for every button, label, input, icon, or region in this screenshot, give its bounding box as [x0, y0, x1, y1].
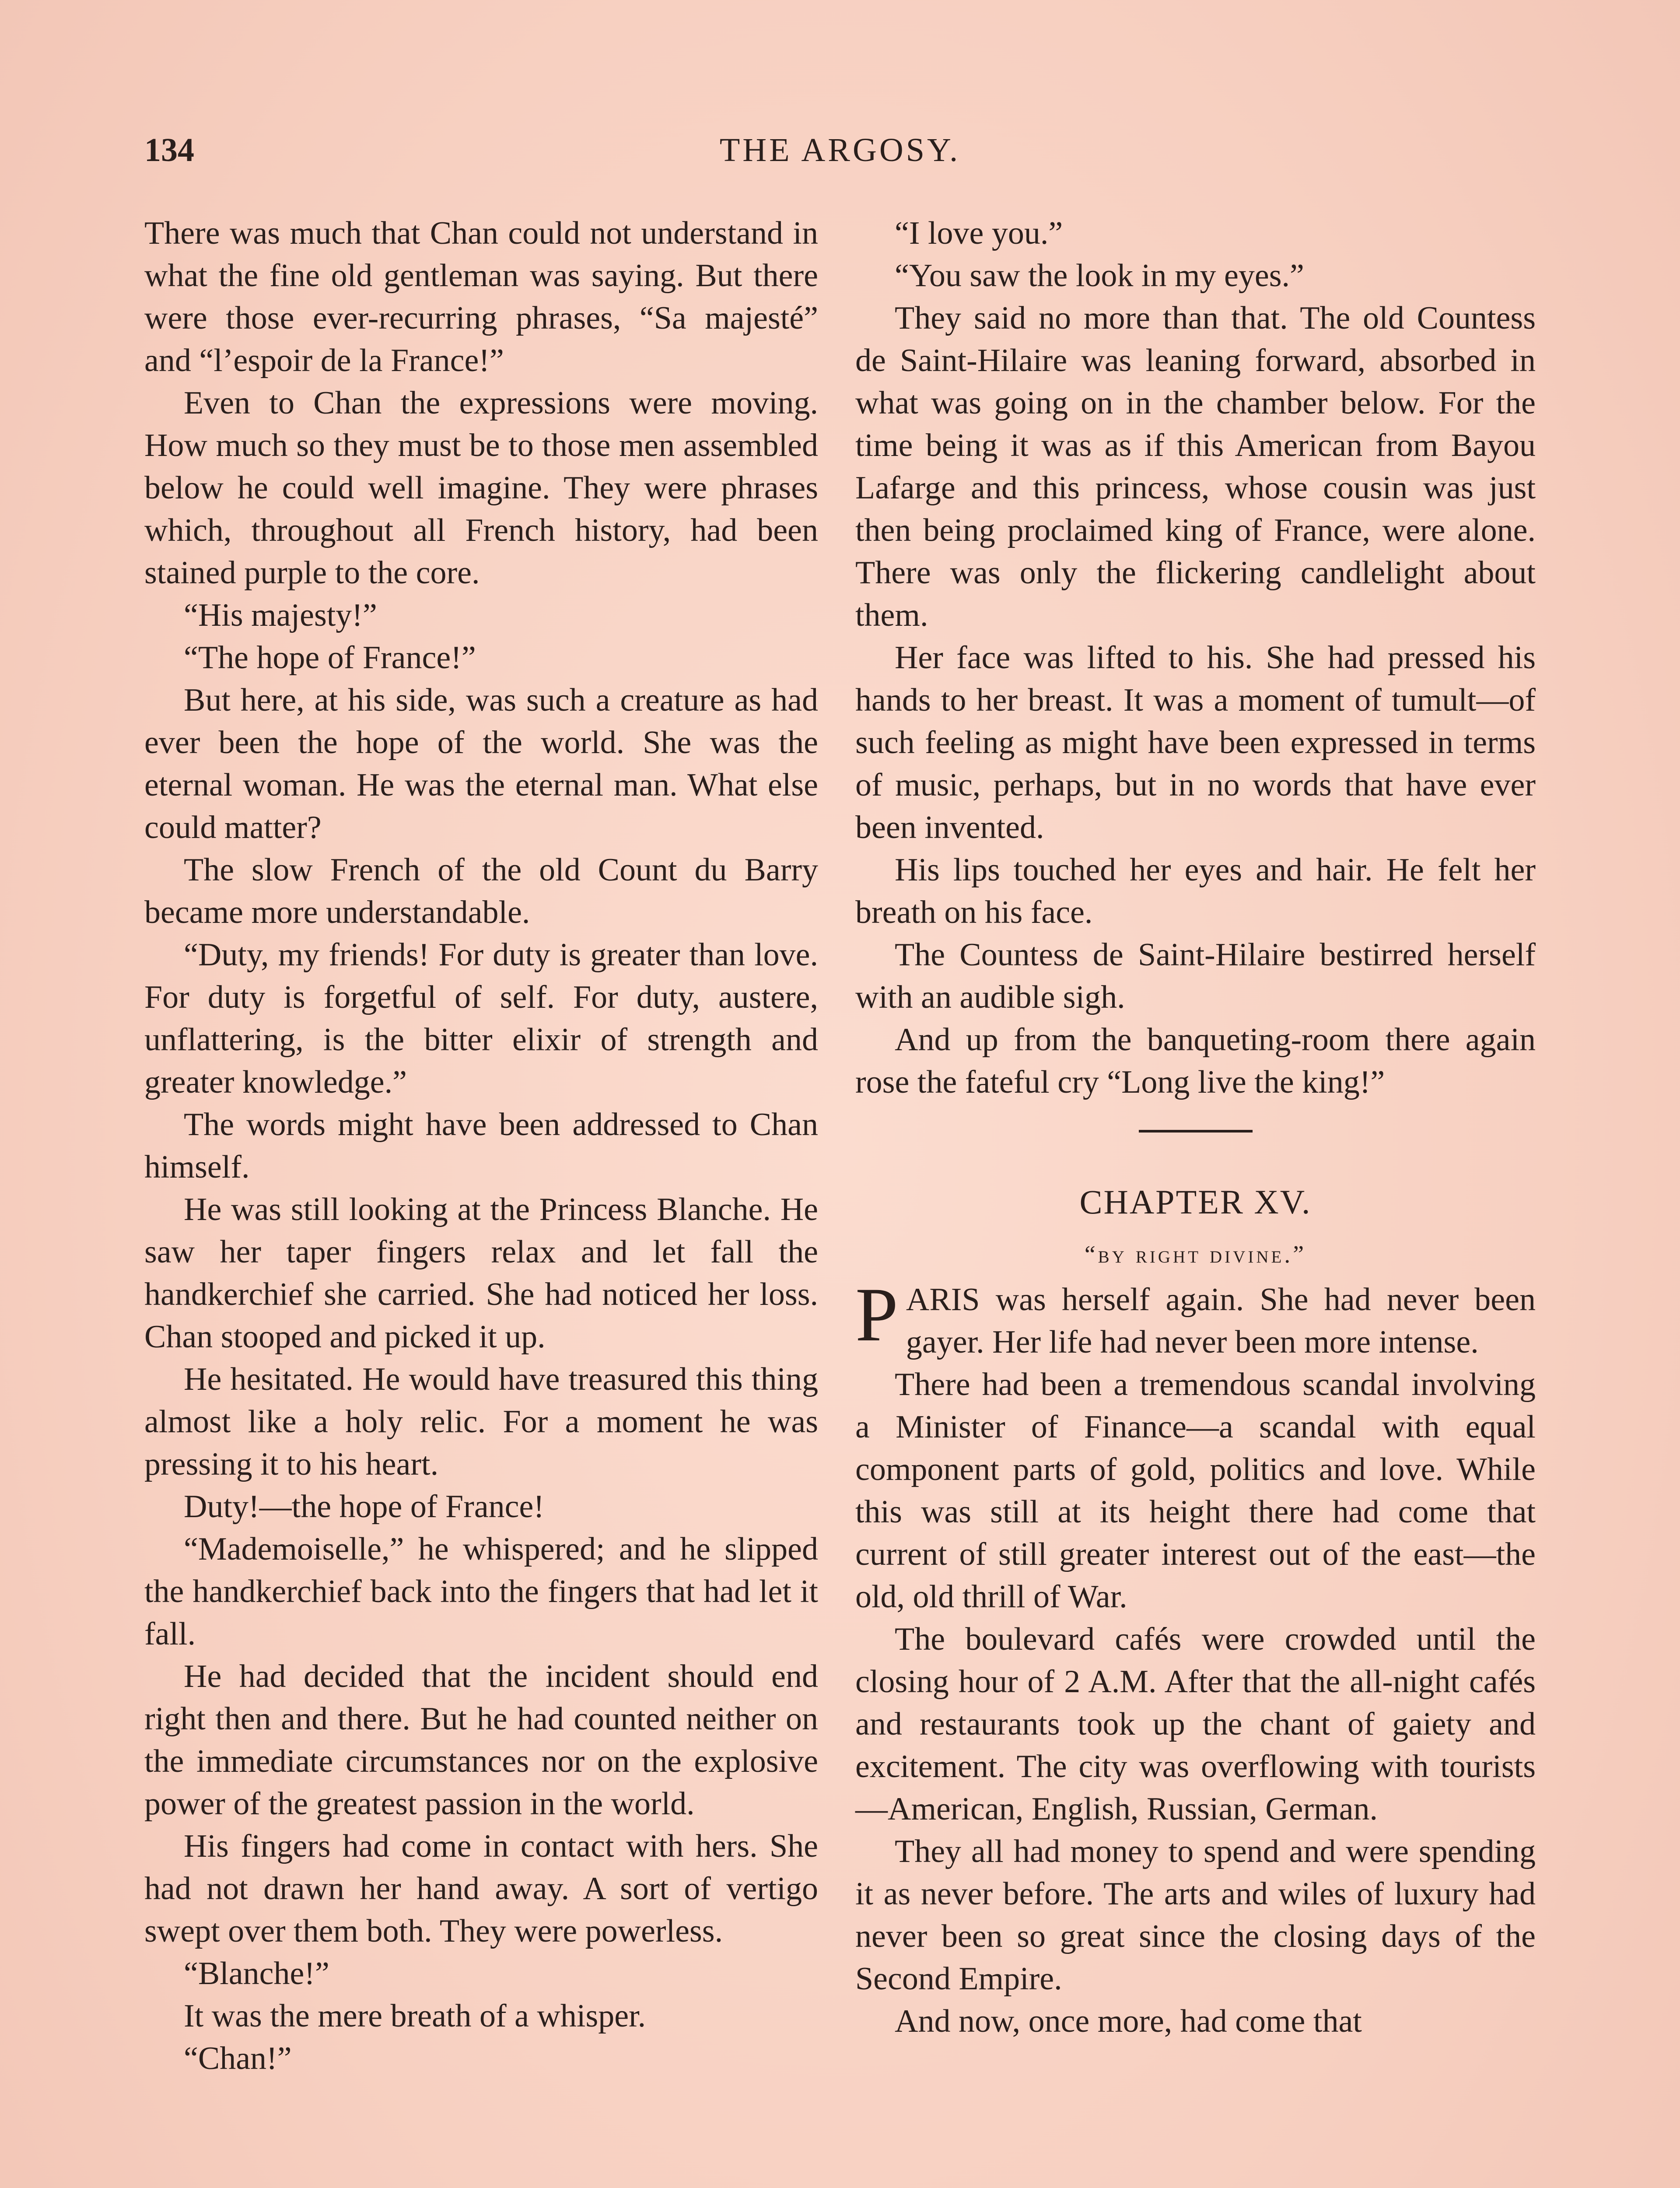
paragraph: It was the mere breath of a whisper. [184, 1998, 646, 2034]
page-number: 134 [144, 132, 194, 168]
paragraph: “His majesty!” [184, 597, 377, 633]
paragraph: “Blanche!” [184, 1956, 329, 1992]
right-column [855, 212, 1536, 2043]
paragraph: “The hope of France!” [184, 640, 476, 676]
paragraph: He had decided that the incident should end right then and there. But he had counted neither on the immediate circumstances nor on the explosive power of the greatest passion in the world. [144, 1659, 818, 1822]
paragraph: The Countess de Saint-Hilaire bestirred herself with an audible sigh. [855, 937, 1536, 1015]
paragraph: Even to Chan the expressions were moving. How much so they must be to those men assembled below he could well imagine. They were phrases which, throughout all French history, had been stained purple to the core. [144, 385, 818, 591]
drop-cap: P [855, 1272, 898, 1357]
opening-text: ARIS was herself again. She had never been gayer. Her life had never been more intense. [906, 1282, 1536, 1360]
chapter-subtitle: “by right divine.” [1084, 1241, 1307, 1268]
paragraph: The words might have been addressed to Chan himself. [144, 1107, 818, 1185]
paragraph: “Chan!” [184, 2041, 292, 2076]
paragraph: And up from the banqueting-room there again rose the fateful cry “Long live the king!” [855, 1022, 1536, 1100]
paragraph: “I love you.” [895, 215, 1063, 251]
paragraph: The slow French of the old Count du Barry became more understandable. [144, 852, 818, 930]
section-divider-wrap [855, 1104, 1536, 1156]
paragraph: The boulevard cafés were crowded until the closing hour of 2 A.M. After that the all-night cafés and restaurants took up the chant of gaiety and excitement. The city was overflowing with tourists—American, English, Russian, German. [855, 1621, 1536, 1827]
section-divider [1139, 1130, 1253, 1133]
paragraph: But here, at his side, was such a creature as had ever been the hope of the world. She was the eternal woman. He was the eternal man. What else could matter? [144, 682, 818, 845]
paragraph: His lips touched her eyes and hair. He felt her breath on his face. [855, 852, 1536, 930]
paragraph: His fingers had come in contact with hers. She had not drawn her hand away. A sort of vertigo swept over them both. They were powerless. [144, 1828, 818, 1949]
page-header [144, 131, 1536, 179]
paragraph: He was still looking at the Princess Blanche. He saw her taper fingers relax and let fall the handkerchief she carried. She had noticed her loss. Chan stooped and picked it up. [144, 1192, 818, 1355]
paragraph: There had been a tremendous scandal involving a Minister of Finance—a scandal with equal component parts of gold, politics and love. While this was still at its height there had come that current of still greater interest out of the east—the old, old thrill of War. [855, 1367, 1536, 1615]
paragraph: He hesitated. He would have treasured this thing almost like a holy relic. For a moment he was pressing it to his heart. [144, 1361, 818, 1482]
left-column [144, 212, 818, 2080]
chapter-title: CHAPTER XV. [1079, 1183, 1312, 1221]
paragraph: Duty!—the hope of France! [184, 1489, 545, 1525]
paragraph: There was much that Chan could not understand in what the fine old gentleman was saying. But there were those ever-recurring phrases, “Sa majesté” and “l’espoir de la France!” [144, 215, 818, 379]
paragraph: And now, once more, had come that [895, 2003, 1362, 2039]
paragraph: “You saw the look in my eyes.” [895, 258, 1304, 294]
paragraph: “Mademoiselle,” he whispered; and he slipped the handkerchief back into the fingers that had let it fall. [144, 1531, 818, 1652]
paragraph: “Duty, my friends! For duty is greater than love. For duty is forgetful of self. For duty, austere, unflattering, is the bitter elixir of strength and greater knowledge.” [144, 937, 818, 1100]
paragraph: Her face was lifted to his. She had pressed his hands to her breast. It was a moment of tumult—of such feeling as might have been expressed in terms of music, perhaps, but in no words that have ever been invented. [855, 640, 1536, 845]
paragraph: They all had money to spend and were spending it as never before. The arts and wiles of luxury had never been so great since the closing days of the Second Empire. [855, 1834, 1536, 1997]
paragraph: They said no more than that. The old Countess de Saint-Hilaire was leaning forward, absorbed in what was going on in the chamber below. For the time being it was as if this American from Bayou Lafarge and this princess, whose cousin was just then being proclaimed king of France, were alone. There was only the flickering candlelight about them. [855, 300, 1536, 633]
chapter-opening-paragraph [855, 1272, 1536, 1364]
running-title: THE ARGOSY. [719, 132, 961, 168]
